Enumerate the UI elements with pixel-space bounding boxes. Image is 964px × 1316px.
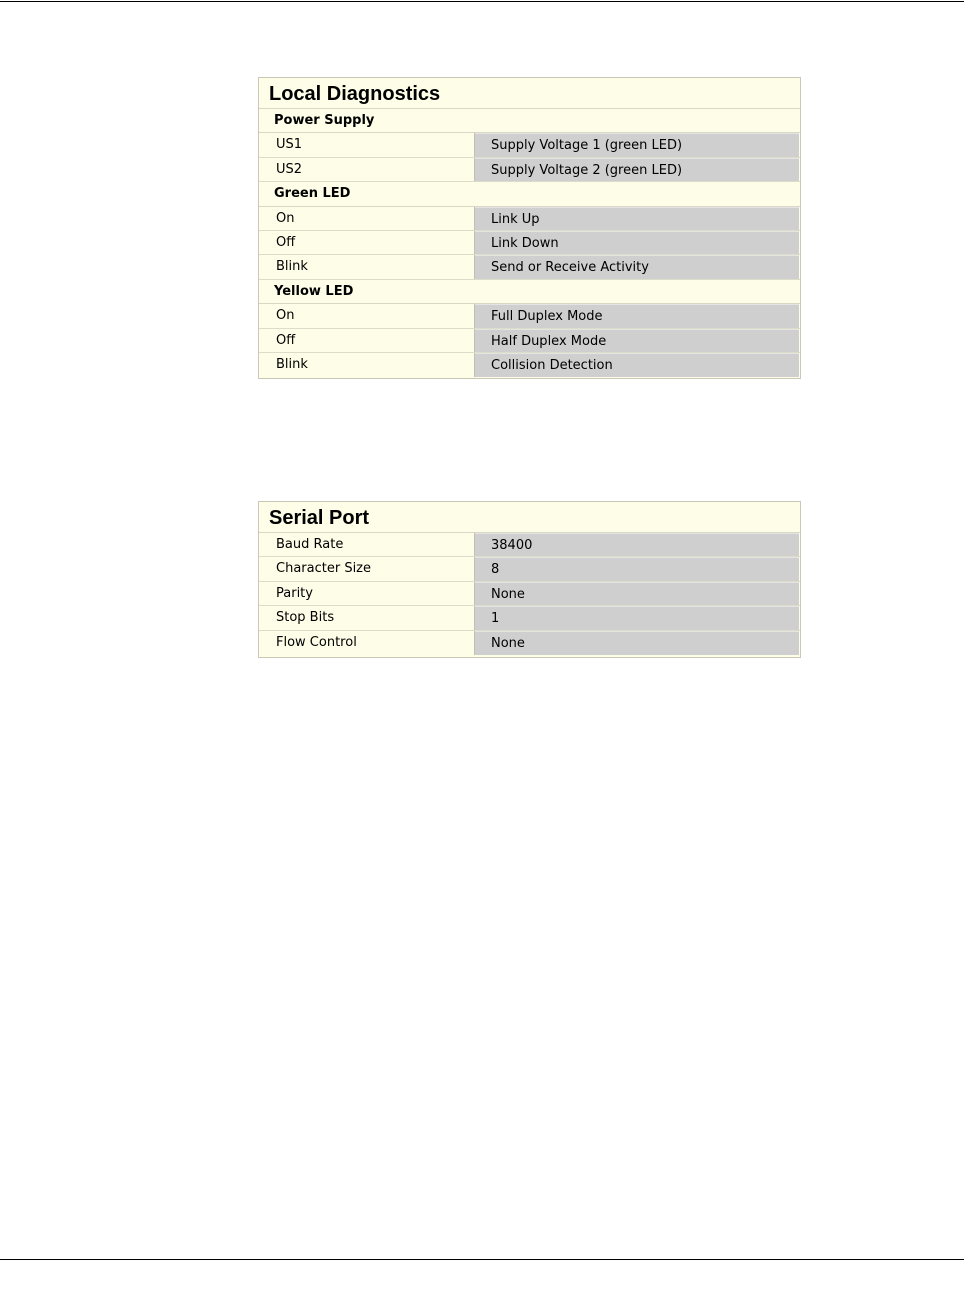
row-value: Collision Detection: [475, 353, 799, 377]
table-row: [259, 207, 800, 231]
table-row: [259, 304, 800, 328]
table-row: [259, 557, 800, 581]
row-label: Baud Rate: [259, 533, 475, 556]
row-value: 1: [475, 606, 799, 629]
row-value: Half Duplex Mode: [475, 329, 799, 352]
table-row: [259, 329, 800, 353]
row-label: On: [259, 304, 475, 327]
row-label: On: [259, 207, 475, 230]
row-value: Link Down: [475, 231, 799, 254]
table-row: [259, 231, 800, 255]
table-row: [259, 158, 800, 182]
row-value: 8: [475, 557, 799, 580]
section-heading-green-led: Green LED: [259, 182, 800, 206]
row-label: Stop Bits: [259, 606, 475, 629]
row-label: Blink: [259, 353, 475, 377]
serial-port-panel: [258, 501, 801, 658]
row-value: Supply Voltage 1 (green LED): [475, 133, 799, 156]
row-value: None: [475, 631, 799, 655]
table-row: [259, 582, 800, 606]
row-label: US2: [259, 158, 475, 181]
row-label: Character Size: [259, 557, 475, 580]
serial-port-title: Serial Port: [259, 502, 800, 533]
row-value: Supply Voltage 2 (green LED): [475, 158, 799, 181]
row-label: Flow Control: [259, 631, 475, 655]
row-label: Off: [259, 329, 475, 352]
table-row: [259, 631, 800, 655]
table-row: [259, 255, 800, 279]
row-label: US1: [259, 133, 475, 156]
row-label: Off: [259, 231, 475, 254]
table-row: [259, 606, 800, 630]
table-row: [259, 353, 800, 377]
section-heading-yellow-led: Yellow LED: [259, 280, 800, 304]
local-diagnostics-title: Local Diagnostics: [259, 78, 800, 109]
row-value: Send or Receive Activity: [475, 255, 799, 278]
row-label: Blink: [259, 255, 475, 278]
table-row: [259, 533, 800, 557]
bottom-rule: [0, 1259, 964, 1260]
row-value: 38400: [475, 533, 799, 556]
row-value: Link Up: [475, 207, 799, 230]
row-value: Full Duplex Mode: [475, 304, 799, 327]
top-rule: [0, 1, 964, 2]
table-row: [259, 133, 800, 157]
section-heading-power-supply: Power Supply: [259, 109, 800, 133]
row-label: Parity: [259, 582, 475, 605]
row-value: None: [475, 582, 799, 605]
local-diagnostics-panel: [258, 77, 801, 379]
